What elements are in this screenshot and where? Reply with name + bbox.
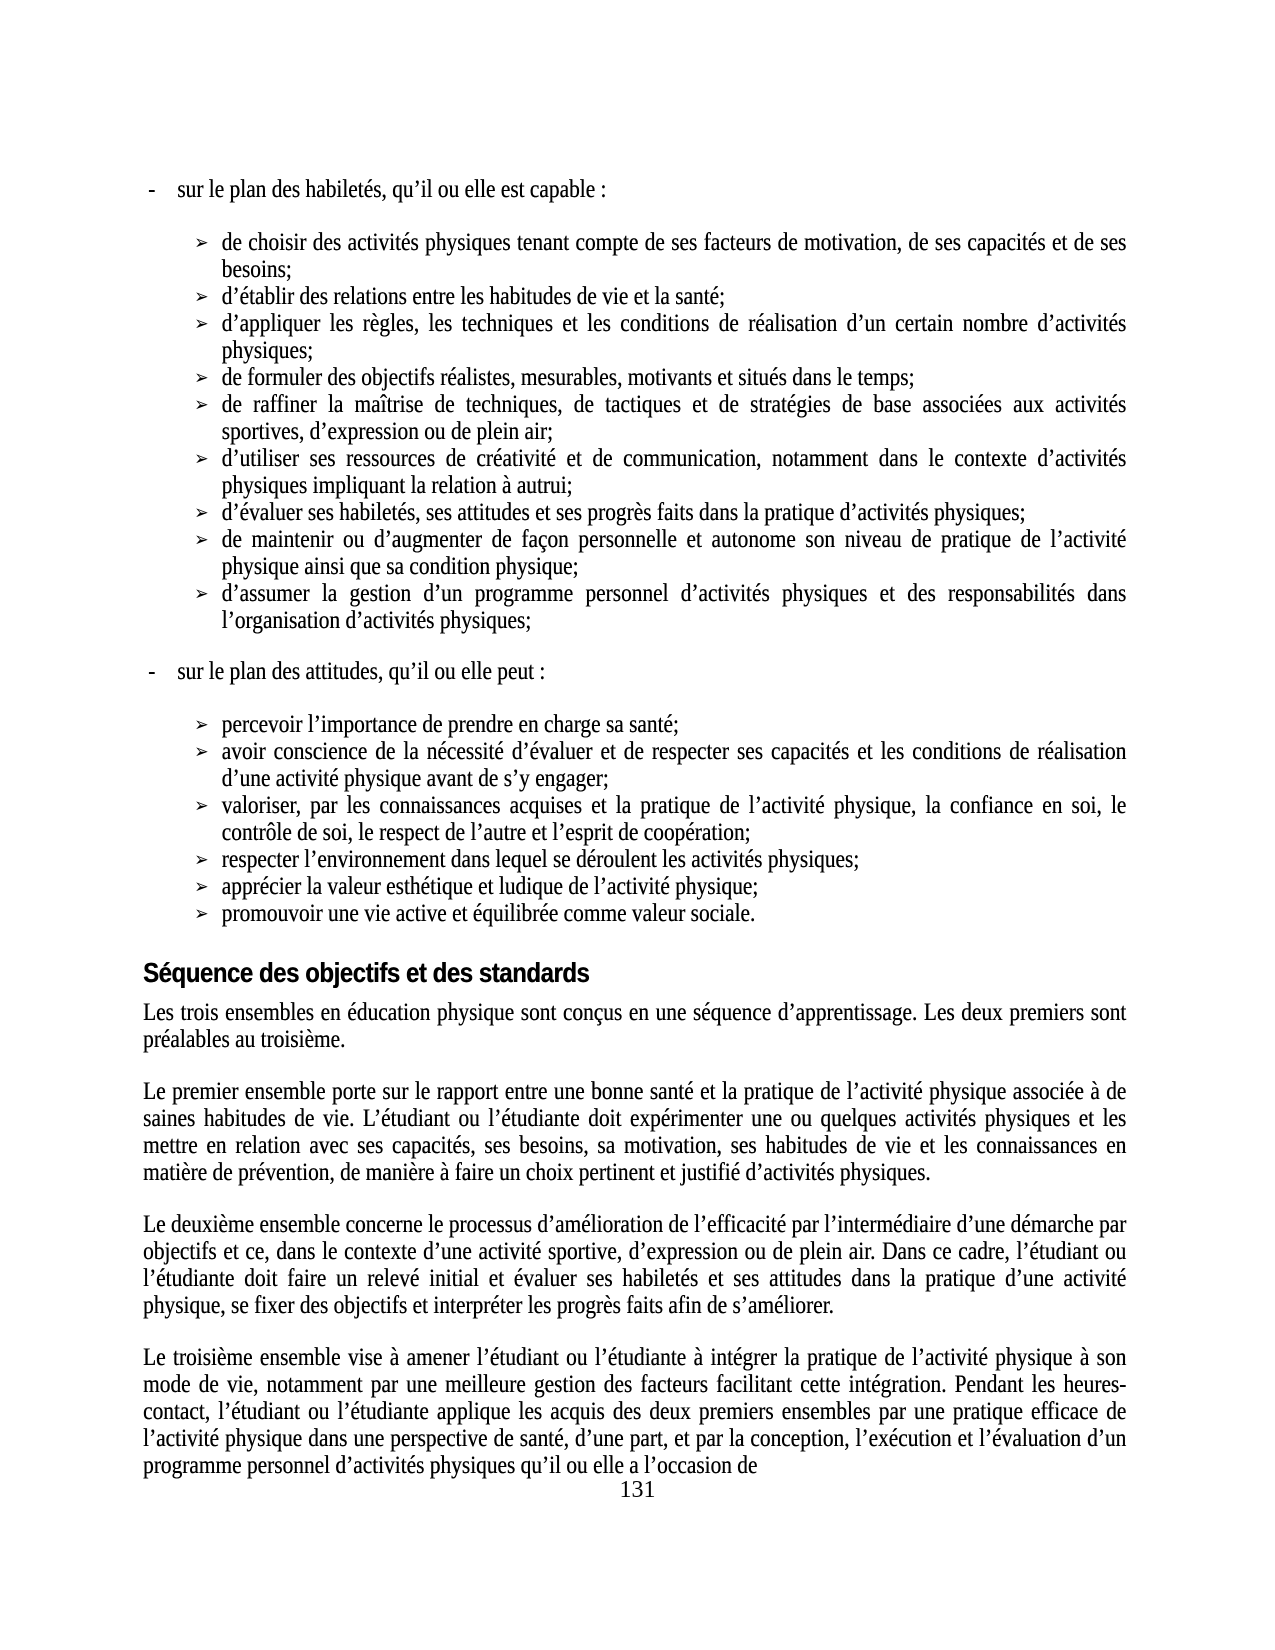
list-item: [143, 229, 1126, 283]
arrow-bullet-icon: ➢: [194, 367, 209, 389]
list-item: [143, 526, 1126, 580]
list-intro-text: sur le plan des habiletés, qu’il ou elle est capable :: [177, 176, 607, 203]
list-item-text: d’utiliser ses ressources de créativité et de communication, notamment dans le contexte d’activités physiques impliquant la relation à autrui;: [221, 445, 1127, 499]
arrow-bullet-icon: ➢: [194, 849, 209, 871]
list-intro-row: [143, 176, 1126, 203]
arrow-bullet-icon: ➢: [194, 232, 209, 254]
paragraphs-container: [143, 999, 1126, 1479]
list-item-text: de formuler des objectifs réalistes, mesurables, motivants et situés dans le temps;: [221, 364, 915, 391]
arrow-bullet-icon: ➢: [194, 502, 209, 524]
page-content: [143, 176, 1126, 1504]
list-item-text: d’assumer la gestion d’un programme personnel d’activités physiques et des responsabilités dans l’organisation d’activités physiques;: [221, 580, 1127, 634]
list-item-text: valoriser, par les connaissances acquises et la pratique de l’activité physique, la confiance en soi, le contrôle de soi, le respect de l’autre et l’esprit de coopération;: [221, 792, 1127, 846]
list-item: [143, 846, 1126, 873]
list-item-text: de choisir des activités physiques tenant compte de ses facteurs de motivation, de ses capacités et de ses besoins;: [221, 229, 1127, 283]
arrow-bullet-icon: ➢: [194, 286, 209, 308]
dash-marker: -: [148, 176, 156, 203]
arrow-list: [143, 229, 1126, 634]
list-item: [143, 364, 1126, 391]
list-item-text: avoir conscience de la nécessité d’évaluer et de respecter ses capacités et les conditions de réalisation d’une activité physique avant de s’y engager;: [221, 738, 1127, 792]
list-item: [143, 900, 1126, 927]
body-paragraph: Le troisième ensemble vise à amener l’étudiant ou l’étudiante à intégrer la pratique de l’activité physique à son mode de vie, notamment par une meilleure gestion des facteurs facilitant cette intégration. Pendant les heures-contact, l’étudiant ou l’étudiante applique les acquis des deux premiers ensembles par une pratique efficace de l’activité physique dans une perspective de santé, d’une part, et par la conception, l’exécution et l’évaluation d’un programme personnel d’activités physiques qu’il ou elle a l’occasion de: [143, 1344, 1127, 1479]
body-paragraph: Le deuxième ensemble concerne le processus d’amélioration de l’efficacité par l’intermédiaire d’une démarche par objectifs et ce, dans le contexte d’une activité sportive, d’expression ou de plein air. Dans ce cadre, l’étudiant ou l’étudiante doit faire un relevé initial et évaluer ses habiletés et ses attitudes dans la pratique d’une activité physique, se fixer des objectifs et interpréter les progrès faits afin de s’améliorer.: [143, 1211, 1127, 1319]
arrow-bullet-icon: ➢: [194, 795, 209, 817]
list-item-text: percevoir l’importance de prendre en charge sa santé;: [221, 711, 679, 738]
dash-section: [143, 176, 1126, 634]
list-item-text: promouvoir une vie active et équilibrée comme valeur sociale.: [221, 900, 756, 927]
list-item: [143, 873, 1126, 900]
arrow-bullet-icon: ➢: [194, 448, 209, 470]
list-item: [143, 711, 1126, 738]
list-item: [143, 445, 1126, 499]
dash-marker: -: [148, 658, 156, 685]
list-item-text: apprécier la valeur esthétique et ludique de l’activité physique;: [221, 873, 759, 900]
arrow-bullet-icon: ➢: [194, 903, 209, 925]
list-item: [143, 391, 1126, 445]
arrow-bullet-icon: ➢: [194, 583, 209, 605]
arrow-bullet-icon: ➢: [194, 714, 209, 736]
arrow-bullet-icon: ➢: [194, 741, 209, 763]
list-item: [143, 283, 1126, 310]
list-item: [143, 499, 1126, 526]
arrow-bullet-icon: ➢: [194, 394, 209, 416]
list-item-text: d’évaluer ses habiletés, ses attitudes et ses progrès faits dans la pratique d’activités physiques;: [221, 499, 1026, 526]
body-paragraph: Le premier ensemble porte sur le rapport entre une bonne santé et la pratique de l’activité physique associée à de saines habitudes de vie. L’étudiant ou l’étudiante doit expérimenter une ou quelques activités physiques et les mettre en relation avec ses capacités, ses besoins, sa motivation, ses habitudes de vie et les connaissances en matière de prévention, de manière à faire un choix pertinent et justifié d’activités physiques.: [143, 1078, 1127, 1186]
body-paragraph: Les trois ensembles en éducation physique sont conçus en une séquence d’apprentissage. Les deux premiers sont préalables au troisième.: [143, 999, 1127, 1053]
list-intro-text: sur le plan des attitudes, qu’il ou elle peut :: [177, 658, 546, 685]
arrow-list: [143, 711, 1126, 927]
list-item-text: respecter l’environnement dans lequel se déroulent les activités physiques;: [221, 846, 860, 873]
arrow-bullet-icon: ➢: [194, 529, 209, 551]
dash-section: [143, 658, 1126, 927]
page-number: 131: [619, 1477, 656, 1503]
list-intro-row: [143, 658, 1126, 685]
list-item-text: d’appliquer les règles, les techniques et les conditions de réalisation d’un certain nombre d’activités physiques;: [221, 310, 1127, 364]
list-item-text: de raffiner la maîtrise de techniques, de tactiques et de stratégies de base associées aux activités sportives, d’expression ou de plein air;: [221, 391, 1127, 445]
list-item: [143, 310, 1126, 364]
section-heading: Séquence des objectifs et des standards: [143, 957, 590, 988]
list-item: [143, 792, 1126, 846]
arrow-bullet-icon: ➢: [194, 313, 209, 335]
list-item-text: de maintenir ou d’augmenter de façon personnelle et autonome son niveau de pratique de l’activité physique ainsi que sa condition physique;: [221, 526, 1127, 580]
list-item: [143, 580, 1126, 634]
list-item: [143, 738, 1126, 792]
sections-container: [143, 176, 1126, 927]
arrow-bullet-icon: ➢: [194, 876, 209, 898]
list-item-text: d’établir des relations entre les habitudes de vie et la santé;: [221, 283, 725, 310]
